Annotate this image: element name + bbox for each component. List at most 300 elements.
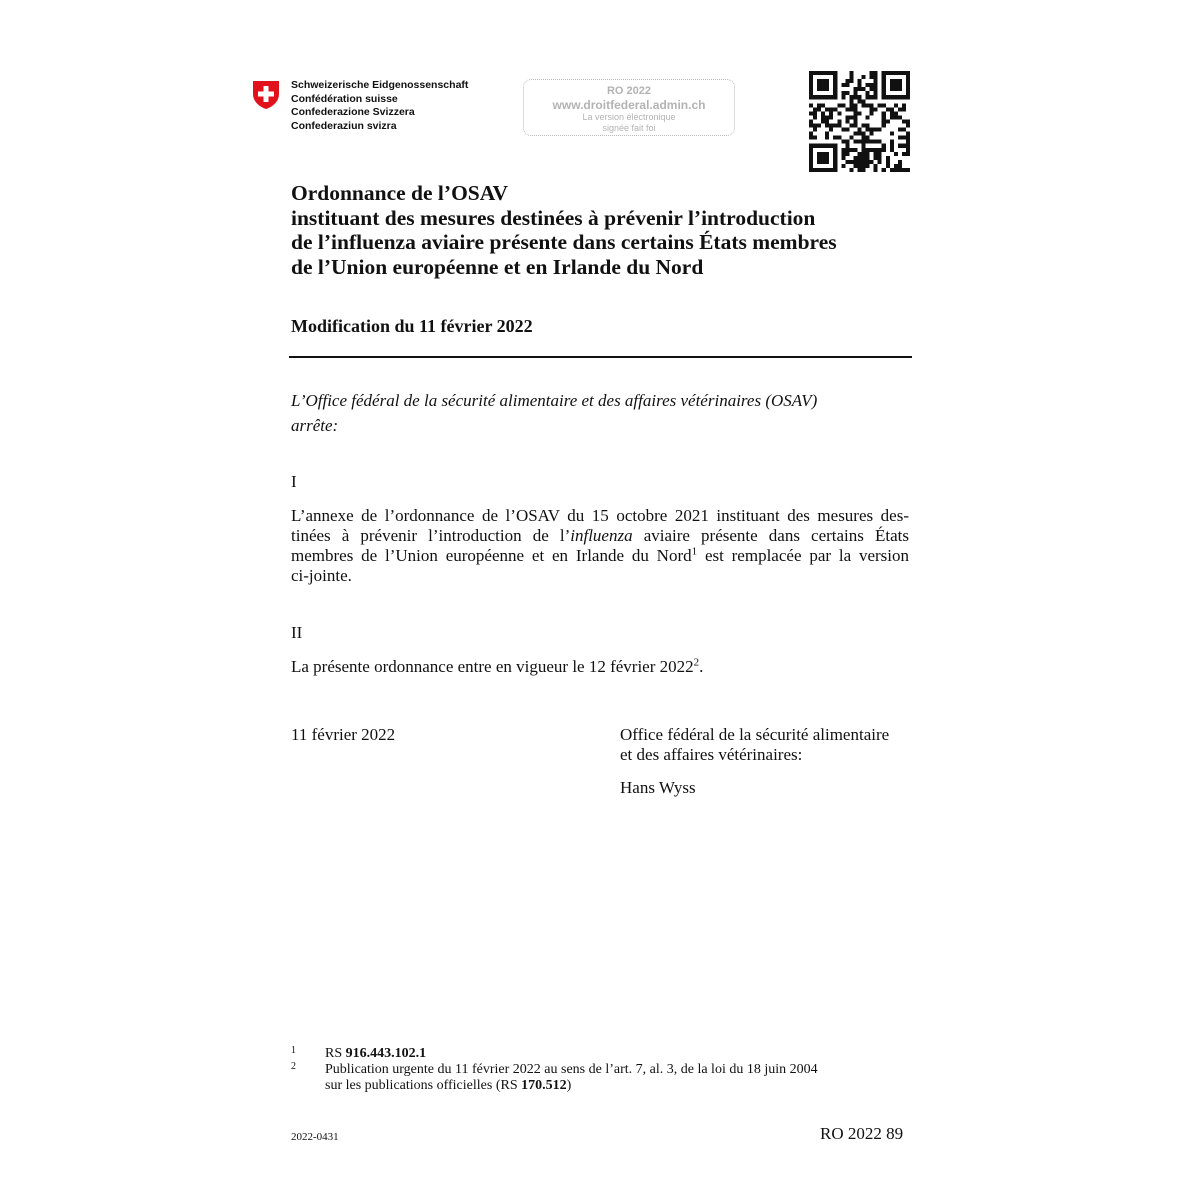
qr-module (809, 87, 813, 91)
qr-module (821, 160, 825, 164)
qr-module (886, 95, 890, 99)
qr-module (882, 87, 886, 91)
qr-module (866, 160, 870, 164)
qr-module (886, 71, 890, 75)
qr-module (821, 83, 825, 87)
qr-module (853, 91, 857, 95)
italic-term: influenza (570, 526, 633, 545)
qr-module (882, 115, 886, 119)
confederation-line-fr: Confédération suisse (291, 92, 398, 105)
qr-module (809, 111, 813, 115)
qr-module (809, 119, 813, 123)
qr-module (809, 156, 813, 160)
qr-module (862, 156, 866, 160)
qr-module (833, 136, 837, 140)
qr-module (886, 107, 890, 111)
qr-module (849, 136, 853, 140)
qr-module (870, 148, 874, 152)
qr-module (870, 95, 874, 99)
qr-module (857, 164, 861, 168)
section-2-paragraph (291, 657, 703, 677)
qr-module (906, 140, 910, 144)
stamp-line-url: www.droitfederal.admin.ch (552, 98, 706, 112)
qr-module (870, 160, 874, 164)
electronic-version-stamp (523, 79, 735, 136)
qr-module (841, 148, 845, 152)
qr-module (821, 79, 825, 83)
qr-module (833, 144, 837, 148)
qr-module (817, 144, 821, 148)
qr-module (886, 160, 890, 164)
qr-module (906, 75, 910, 79)
text-run: . (699, 657, 704, 676)
qr-module (898, 79, 902, 83)
qr-module (825, 124, 829, 128)
qr-module (862, 132, 866, 136)
qr-module (853, 119, 857, 123)
qr-module (862, 136, 866, 140)
qr-module (829, 95, 833, 99)
qr-module (853, 111, 857, 115)
qr-module (825, 144, 829, 148)
qr-module (821, 156, 825, 160)
qr-module (862, 148, 866, 152)
qr-module (817, 79, 821, 83)
qr-module (898, 71, 902, 75)
qr-module (886, 119, 890, 123)
qr-module (809, 79, 813, 83)
qr-module (825, 107, 829, 111)
qr-module (813, 168, 817, 172)
qr-module (874, 164, 878, 168)
qr-module (841, 156, 845, 160)
qr-module (833, 83, 837, 87)
qr-module (902, 144, 906, 148)
qr-module (817, 71, 821, 75)
qr-module (906, 83, 910, 87)
paragraph-line: ci-jointe. (291, 566, 352, 585)
qr-module (870, 132, 874, 136)
qr-module (821, 152, 825, 156)
qr-module (874, 152, 878, 156)
qr-module (874, 87, 878, 91)
qr-module (829, 144, 833, 148)
qr-module (890, 95, 894, 99)
qr-module (813, 95, 817, 99)
qr-module (902, 128, 906, 132)
qr-module (853, 87, 857, 91)
paragraph-line: L’annexe de l’ordonnance de l’OSAV du 15 octobre 2021 instituant des mesures des- (291, 506, 909, 525)
qr-module (853, 107, 857, 111)
qr-module (833, 152, 837, 156)
qr-module (902, 136, 906, 140)
qr-module (833, 71, 837, 75)
confederation-name-block (291, 79, 468, 133)
qr-module (906, 71, 910, 75)
qr-module (902, 107, 906, 111)
qr-module (837, 124, 841, 128)
paragraph-line (291, 546, 909, 566)
qr-module (870, 87, 874, 91)
qr-module (862, 144, 866, 148)
qr-module (849, 71, 853, 75)
qr-module (894, 152, 898, 156)
qr-module (902, 168, 906, 172)
qr-module (829, 107, 833, 111)
qr-module (809, 152, 813, 156)
qr-module (813, 124, 817, 128)
qr-module (849, 168, 853, 172)
qr-module (906, 144, 910, 148)
qr-module (849, 124, 853, 128)
text-run: RS (325, 1046, 346, 1061)
qr-module (825, 83, 829, 87)
title-line: de l’influenza aviaire présente dans certains États membres (291, 230, 837, 254)
qr-module (845, 160, 849, 164)
qr-module (862, 87, 866, 91)
qr-module (833, 75, 837, 79)
qr-module (866, 95, 870, 99)
qr-module (906, 152, 910, 156)
qr-module (866, 103, 870, 107)
qr-module (898, 95, 902, 99)
qr-module (906, 148, 910, 152)
qr-module (882, 103, 886, 107)
qr-module (866, 83, 870, 87)
section-heading-1: I (291, 472, 297, 491)
qr-module (874, 156, 878, 160)
qr-module (898, 136, 902, 140)
qr-module (817, 103, 821, 107)
qr-module (857, 140, 861, 144)
qr-module (809, 160, 813, 164)
qr-module (821, 168, 825, 172)
qr-module (813, 128, 817, 132)
footnote-number: 2 (291, 1061, 296, 1072)
modification-date-heading: Modification du 11 février 2022 (291, 316, 533, 336)
qr-module (833, 95, 837, 99)
qr-module (866, 156, 870, 160)
qr-module (817, 107, 821, 111)
qr-module (898, 144, 902, 148)
qr-module (833, 79, 837, 83)
qr-module (866, 148, 870, 152)
qr-module (882, 124, 886, 128)
qr-module (894, 71, 898, 75)
qr-module (882, 79, 886, 83)
qr-module (825, 156, 829, 160)
footnote-line: Publication urgente du 11 février 2022 au sens de l’art. 7, al. 3, de la loi du 18 juin 2004 (325, 1062, 818, 1077)
qr-module (906, 91, 910, 95)
qr-module (845, 79, 849, 83)
qr-module (853, 148, 857, 152)
qr-module (866, 152, 870, 156)
qr-module (857, 152, 861, 156)
qr-module (809, 124, 813, 128)
qr-module (866, 124, 870, 128)
text-run: La présente ordonnance entre en vigueur le 12 février 2022 (291, 657, 694, 676)
qr-module (809, 75, 813, 79)
qr-module (833, 160, 837, 164)
qr-module (878, 103, 882, 107)
qr-module (813, 144, 817, 148)
document-id: 2022-0431 (291, 1131, 339, 1143)
qr-module (882, 83, 886, 87)
qr-module (845, 128, 849, 132)
qr-module (870, 83, 874, 87)
footnote-2 (291, 1062, 911, 1094)
qr-module (894, 168, 898, 172)
qr-module (809, 148, 813, 152)
qr-code-icon (809, 71, 910, 172)
qr-module (853, 132, 857, 136)
qr-module (849, 148, 853, 152)
stamp-line-version: La version électronique (582, 112, 676, 122)
qr-module (902, 152, 906, 156)
qr-module (874, 168, 878, 172)
rs-reference: 170.512 (521, 1078, 567, 1093)
qr-module (874, 91, 878, 95)
qr-module (870, 140, 874, 144)
qr-module (813, 111, 817, 115)
qr-module (841, 128, 845, 132)
qr-module (837, 119, 841, 123)
qr-module (874, 75, 878, 79)
qr-module (882, 91, 886, 95)
qr-module (862, 103, 866, 107)
qr-module (833, 168, 837, 172)
title-line: instituant des mesures destinées à prévenir l’introduction (291, 205, 816, 230)
office-line: Office fédéral de la sécurité alimentaire (620, 725, 890, 744)
qr-module (886, 164, 890, 168)
text-run: sur les publications officielles (RS (325, 1078, 522, 1093)
footnote-line (325, 1078, 911, 1094)
qr-module (849, 115, 853, 119)
section-1-paragraph (291, 506, 909, 586)
qr-module (849, 160, 853, 164)
qr-module (825, 119, 829, 123)
qr-module (825, 71, 829, 75)
qr-module (817, 156, 821, 160)
qr-module (882, 168, 886, 172)
qr-module (890, 83, 894, 87)
qr-module (862, 140, 866, 144)
qr-module (849, 75, 853, 79)
qr-module (862, 168, 866, 172)
qr-module (882, 75, 886, 79)
qr-module (825, 95, 829, 99)
title-line: de l’Union européenne et en Irlande du Nord (291, 254, 704, 279)
qr-module (841, 95, 845, 99)
qr-module (833, 148, 837, 152)
qr-module (866, 164, 870, 168)
qr-module (902, 119, 906, 123)
qr-module (841, 83, 845, 87)
qr-module (853, 95, 857, 99)
qr-module (849, 107, 853, 111)
qr-module (862, 99, 866, 103)
qr-module (862, 160, 866, 164)
qr-module (890, 144, 894, 148)
qr-module (902, 103, 906, 107)
qr-module (821, 95, 825, 99)
qr-module (845, 119, 849, 123)
qr-module (874, 107, 878, 111)
qr-module (898, 160, 902, 164)
qr-module (902, 95, 906, 99)
qr-module (853, 164, 857, 168)
qr-module (809, 168, 813, 172)
qr-module (821, 87, 825, 91)
qr-module (874, 128, 878, 132)
qr-module (809, 164, 813, 168)
qr-module (853, 160, 857, 164)
qr-module (878, 140, 882, 144)
text-run: est remplacée par la version (697, 546, 909, 565)
qr-module (829, 115, 833, 119)
confederation-line-it: Confederazione Svizzera (291, 106, 415, 118)
qr-module (825, 152, 829, 156)
qr-module (906, 87, 910, 91)
qr-module (825, 136, 829, 140)
qr-module (870, 111, 874, 115)
qr-module (890, 79, 894, 83)
qr-module (874, 140, 878, 144)
qr-module (817, 168, 821, 172)
qr-module (837, 111, 841, 115)
qr-module (857, 132, 861, 136)
qr-module (809, 103, 813, 107)
qr-module (862, 75, 866, 79)
qr-module (906, 136, 910, 140)
qr-module (870, 103, 874, 107)
qr-module (813, 136, 817, 140)
qr-module (894, 83, 898, 87)
qr-module (821, 111, 825, 115)
qr-module (829, 111, 833, 115)
qr-module (882, 95, 886, 99)
text-run: tinées à prévenir l’introduction de l’ (291, 526, 571, 545)
qr-module (874, 79, 878, 83)
qr-module (845, 152, 849, 156)
qr-module (853, 115, 857, 119)
qr-module (866, 115, 870, 119)
qr-module (890, 148, 894, 152)
qr-module (870, 75, 874, 79)
qr-module (833, 156, 837, 160)
qr-module (809, 144, 813, 148)
qr-module (849, 99, 853, 103)
qr-module (833, 91, 837, 95)
qr-module (890, 115, 894, 119)
qr-module (898, 115, 902, 119)
qr-module (857, 168, 861, 172)
qr-module (857, 99, 861, 103)
qr-module (906, 79, 910, 83)
qr-module (833, 107, 837, 111)
qr-module (829, 71, 833, 75)
qr-module (866, 91, 870, 95)
qr-module (862, 164, 866, 168)
qr-module (809, 136, 813, 140)
qr-module (894, 103, 898, 107)
qr-module (870, 71, 874, 75)
qr-module (906, 119, 910, 123)
qr-module (809, 95, 813, 99)
qr-module (825, 132, 829, 136)
qr-module (841, 91, 845, 95)
qr-module (833, 124, 837, 128)
qr-module (845, 107, 849, 111)
qr-module (821, 144, 825, 148)
signing-office (620, 725, 920, 765)
qr-module (817, 160, 821, 164)
qr-module (841, 103, 845, 107)
qr-module (890, 107, 894, 111)
qr-module (829, 128, 833, 132)
qr-module (817, 124, 821, 128)
qr-module (878, 160, 882, 164)
qr-module (841, 164, 845, 168)
qr-module (882, 148, 886, 152)
text-run: membres de l’Union européenne et en Irlande du Nord (291, 546, 692, 565)
qr-module (841, 152, 845, 156)
preamble-authority: L’Office fédéral de la sécurité alimentaire et des affaires vétérinaires (OSAV) (291, 391, 818, 410)
document-title (291, 181, 931, 279)
qr-module (874, 95, 878, 99)
qr-module (874, 71, 878, 75)
qr-module (898, 107, 902, 111)
qr-module (906, 132, 910, 136)
qr-module (890, 168, 894, 172)
qr-module (825, 168, 829, 172)
qr-module (906, 124, 910, 128)
qr-module (857, 156, 861, 160)
qr-module (845, 140, 849, 144)
qr-module (878, 156, 882, 160)
footnote-ref-2[interactable]: 2 (693, 656, 700, 669)
qr-module (874, 83, 878, 87)
paragraph-line (291, 526, 909, 546)
qr-module (890, 87, 894, 91)
qr-module (849, 103, 853, 107)
signature-date: 11 février 2022 (291, 725, 396, 744)
qr-module (809, 71, 813, 75)
qr-module (853, 156, 857, 160)
qr-module (878, 148, 882, 152)
swiss-crest-icon (252, 80, 280, 110)
qr-module (809, 132, 813, 136)
preamble-decree: arrête: (291, 416, 339, 435)
qr-module (821, 119, 825, 123)
qr-module (845, 115, 849, 119)
qr-module (833, 164, 837, 168)
title-divider (289, 356, 912, 358)
qr-module (857, 83, 861, 87)
qr-module (890, 140, 894, 144)
signer-name: Hans Wyss (620, 778, 696, 797)
footnotes (291, 1046, 911, 1094)
qr-module (857, 79, 861, 83)
qr-module (862, 124, 866, 128)
qr-module (890, 111, 894, 115)
qr-module (825, 160, 829, 164)
stamp-line-signed: signée fait foi (602, 123, 656, 133)
footnote-ref-1[interactable]: 1 (691, 545, 698, 558)
qr-module (821, 103, 825, 107)
qr-module (817, 87, 821, 91)
qr-module (825, 79, 829, 83)
